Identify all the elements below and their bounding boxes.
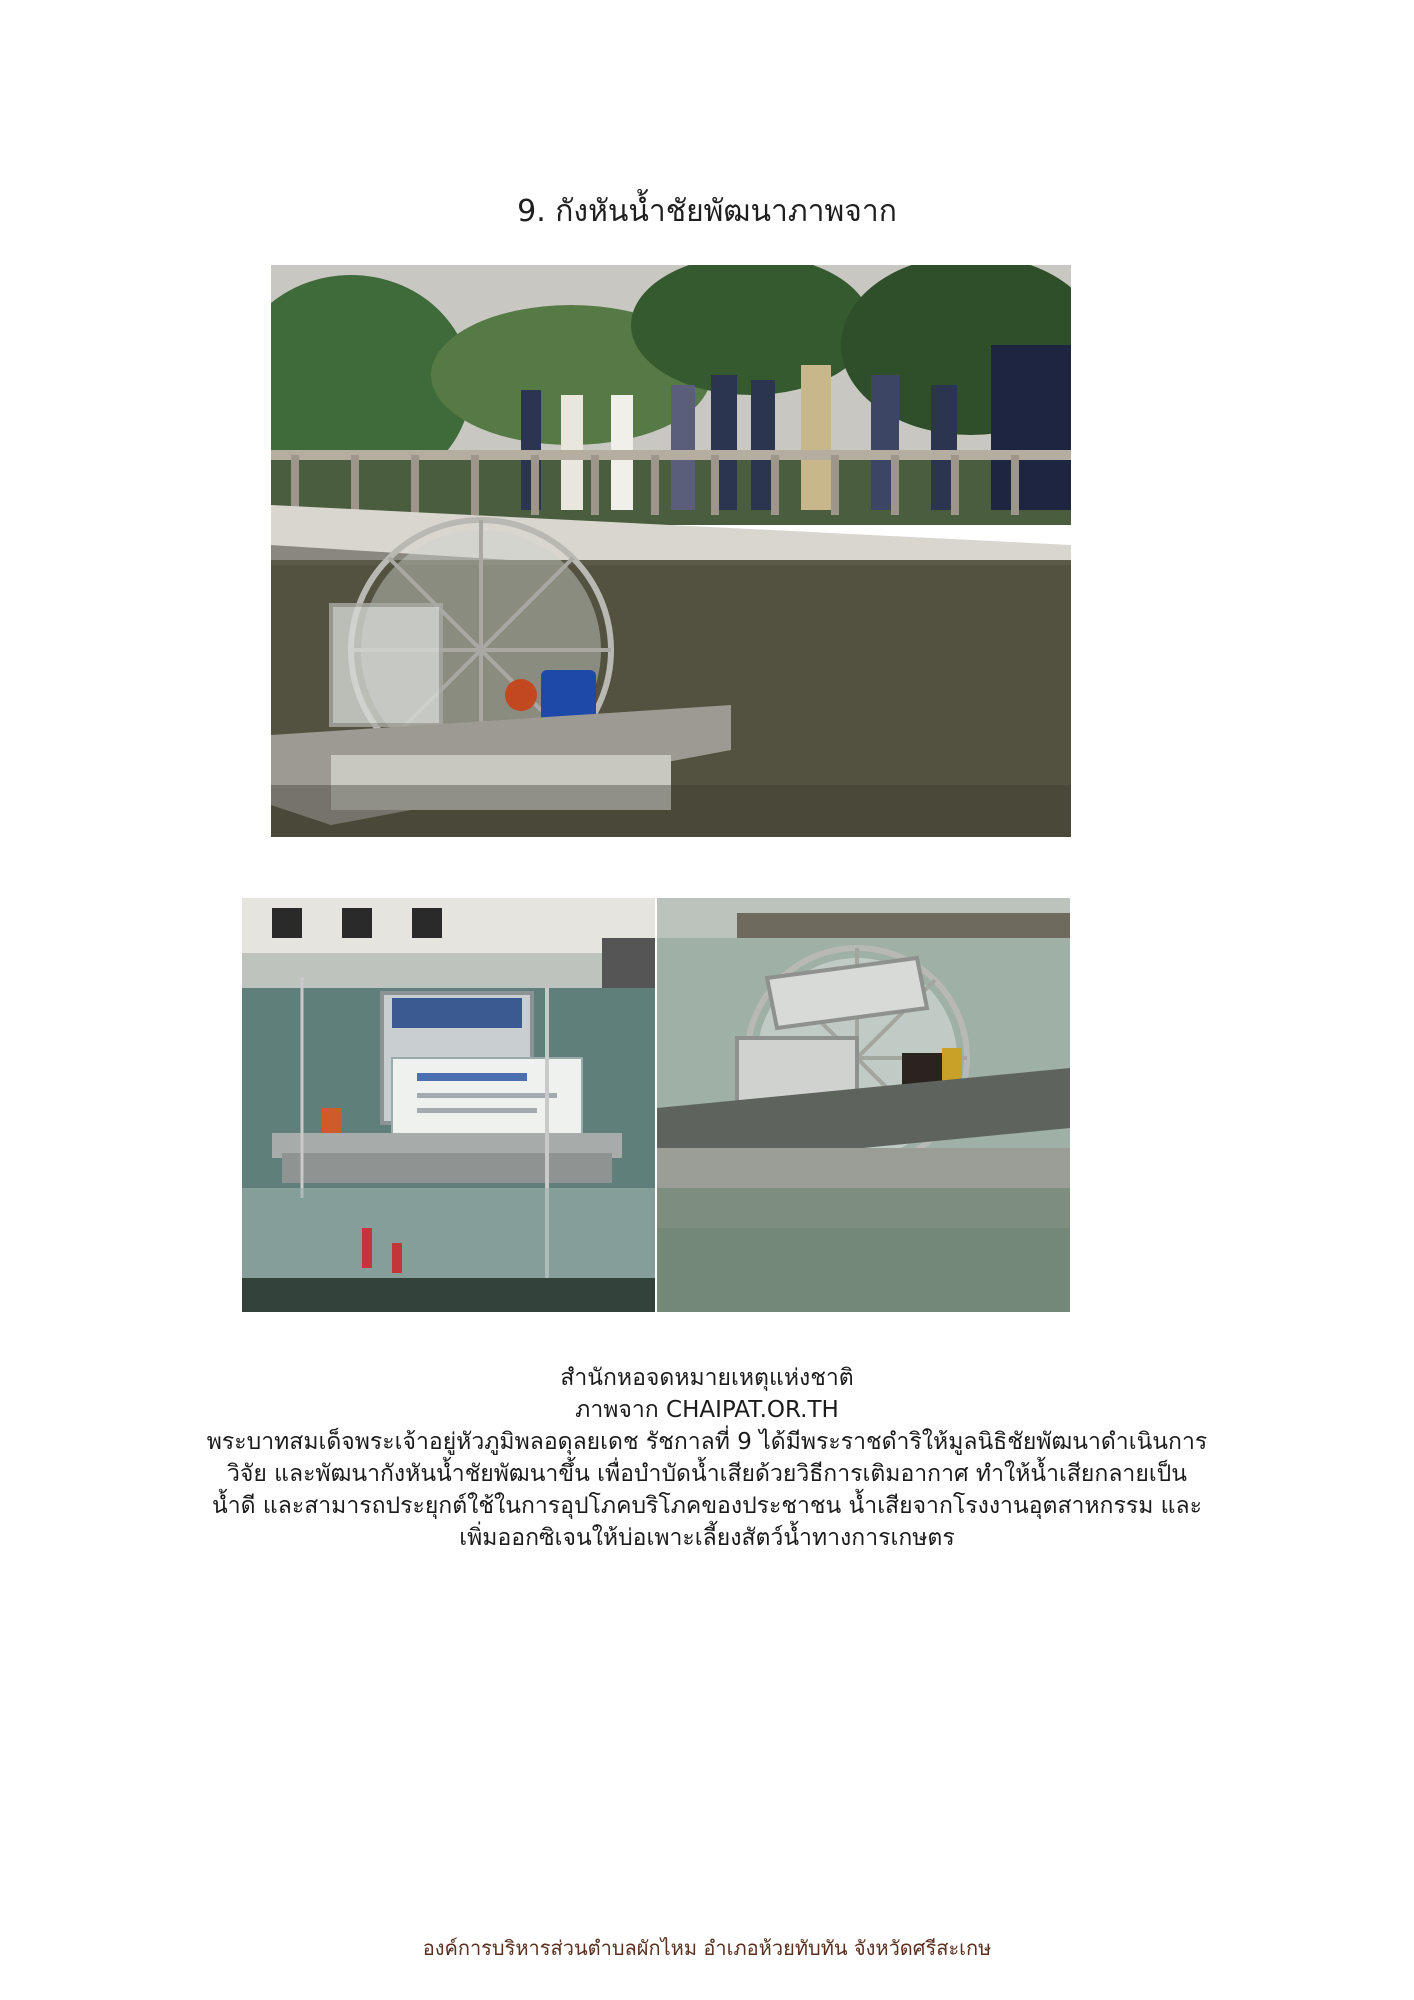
waterwheel-front-illustration [242, 898, 655, 1312]
photo-waterwheel-front [242, 898, 655, 1312]
page-footer: องค์การบริหารส่วนตำบลผักไหม อำเภอห้วยทับทัน จังหวัดศรีสะเกษ [422, 1936, 992, 1960]
photo-waterwheel-side [657, 898, 1070, 1312]
caption-body-line: เพิ่มออกซิเจนให้บ่อเพาะเลี้ยงสัตว์น้ำทางการเกษตร [459, 1525, 955, 1551]
photo-royal-visit-waterwheel [271, 265, 1071, 837]
waterwheel-side-illustration [657, 898, 1070, 1312]
caption-body-line: น้ำดี และสามารถประยุกต์ใช้ในการอุปโภคบริโภคของประชาชน น้ำเสียจากโรงงานอุตสาหกรรม และ [212, 1493, 1202, 1519]
caption-source-line: สำนักหอจดหมายเหตุแห่งชาติ [560, 1365, 854, 1391]
caption-body-line: พระบาทสมเด็จพระเจ้าอยู่หัวภูมิพลอดุลยเดช รัชกาลที่ 9 ได้มีพระราชดำริให้มูลนิธิชัยพัฒนาดำเนินการ [206, 1429, 1208, 1455]
caption-credit-line: ภาพจาก CHAIPAT.OR.TH [575, 1397, 839, 1423]
waterwheel-visit-illustration [271, 265, 1071, 837]
page-title: 9. กังหันน้ำชัยพัฒนาภาพจาก [517, 194, 897, 229]
caption-block [140, 1362, 1274, 1554]
caption-body-line: วิจัย และพัฒนากังหันน้ำชัยพัฒนาขึ้น เพื่อบำบัดน้ำเสียด้วยวิธีการเติมอากาศ ทำให้น้ำเสียกลายเป็น [226, 1461, 1187, 1487]
